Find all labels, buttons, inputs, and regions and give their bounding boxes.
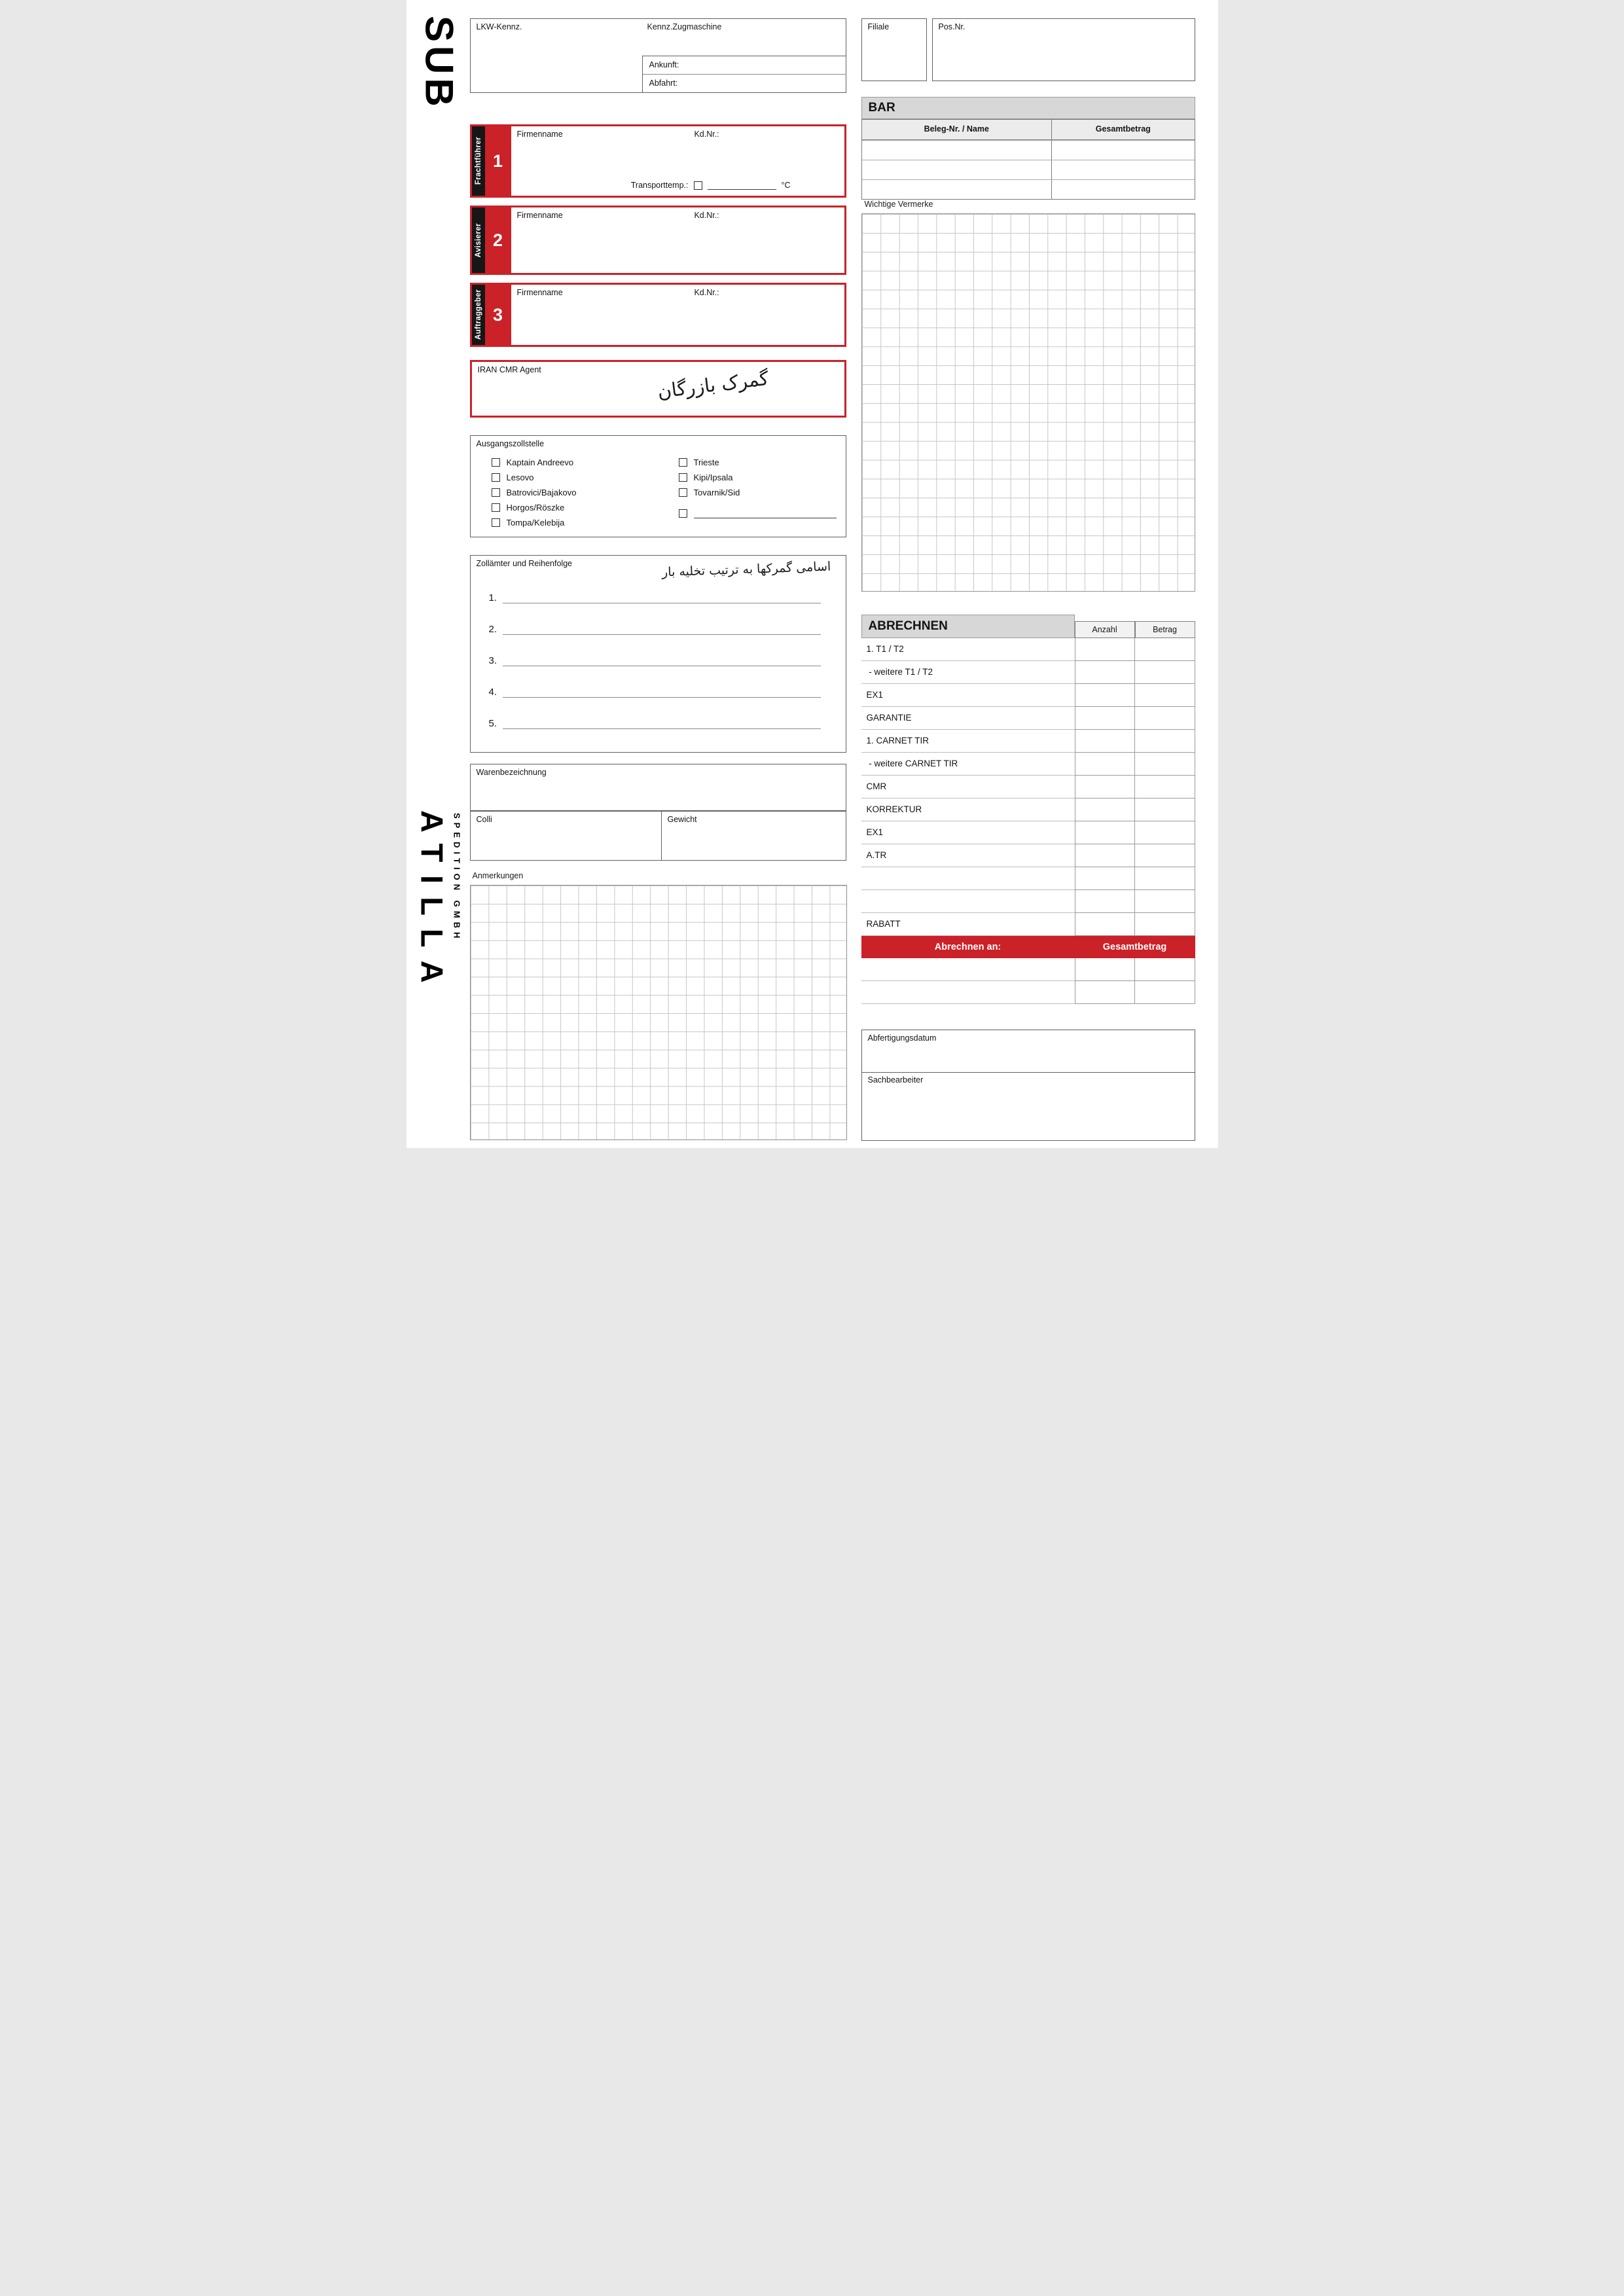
- posnr-field[interactable]: [932, 18, 1195, 81]
- abrechnen-row-label: A.TR: [861, 844, 1075, 867]
- zollstelle-left-column: [492, 455, 577, 530]
- abrechnen-row: [861, 661, 1195, 684]
- zollstelle-option-label: Batrovici/Bajakovo: [506, 488, 577, 497]
- bar-amount-cell[interactable]: [1051, 141, 1194, 160]
- kdnr-label: Kd.Nr.:: [694, 288, 719, 297]
- betrag-cell[interactable]: [1135, 661, 1195, 684]
- gewicht-label: Gewicht: [667, 815, 697, 824]
- ausgangszollstelle-box: [470, 435, 846, 537]
- line-number: 5.: [488, 718, 497, 729]
- transporttemp-label: Transporttemp.:: [630, 181, 689, 190]
- form-page: [406, 0, 1218, 1148]
- abrechnen-row-label: 1. CARNET TIR: [861, 730, 1075, 753]
- anzahl-cell[interactable]: [1075, 981, 1135, 1004]
- bar-col-name-header: Beleg-Nr. / Name: [924, 124, 989, 134]
- anzahl-cell[interactable]: [1075, 776, 1135, 798]
- anzahl-cell[interactable]: [1075, 684, 1135, 707]
- filiale-label: Filiale: [867, 22, 890, 31]
- abrechnen-header: [861, 615, 1195, 638]
- zollstelle-option: [492, 470, 577, 485]
- zollaemter-box: [470, 555, 846, 753]
- anzahl-cell[interactable]: [1075, 867, 1135, 890]
- ausgangszollstelle-label: Ausgangszollstelle: [476, 439, 545, 448]
- transporttemp-checkbox[interactable]: [694, 181, 702, 190]
- checkbox[interactable]: [679, 473, 687, 482]
- temp-unit-label: °C: [781, 181, 791, 190]
- abrechnen-footer-bar: [861, 936, 1195, 958]
- gesamtbetrag-label: Gesamtbetrag: [1102, 942, 1167, 952]
- abrechnen-footer-row: [861, 981, 1195, 1004]
- abrechnen-title: ABRECHNEN: [861, 615, 1075, 638]
- fill-in-line[interactable]: [503, 719, 820, 729]
- kdnr-label: Kd.Nr.:: [694, 211, 719, 220]
- zollaemter-line-1: [489, 592, 821, 603]
- brand-sub-logo: SUB: [417, 16, 461, 111]
- frachtfuehrer-strip: [472, 126, 485, 196]
- zollstelle-option-label: Trieste: [693, 457, 719, 467]
- abrechnen-row-label: - weitere T1 / T2: [861, 661, 1075, 684]
- abrechnen-row: [861, 684, 1195, 707]
- abrechnen-row-label: EX1: [861, 821, 1075, 844]
- abrechnen-row-label: [861, 890, 1075, 913]
- bar-name-cell[interactable]: [862, 141, 1052, 160]
- checkbox[interactable]: [492, 473, 500, 482]
- checkbox[interactable]: [492, 458, 500, 467]
- lkw-kennz-label: LKW-Kennz.: [476, 22, 522, 31]
- abrechnen-row: [861, 913, 1195, 936]
- gewicht-field[interactable]: [661, 811, 846, 861]
- abrechnen-row: [861, 844, 1195, 867]
- zollstelle-option-other: [679, 506, 837, 521]
- section-number-3: 3: [485, 285, 511, 345]
- abrechnen-an-label: Abrechnen an:: [934, 942, 1001, 952]
- zollaemter-line-2: [489, 624, 821, 635]
- transporttemp-value-line[interactable]: [708, 181, 776, 190]
- abrechnen-row: [861, 821, 1195, 844]
- abrechnen-row-label: KORREKTUR: [861, 798, 1075, 821]
- frachtfuehrer-content-field[interactable]: [511, 126, 844, 196]
- checkbox[interactable]: [492, 488, 500, 497]
- abrechnen-row-label[interactable]: [861, 958, 1075, 981]
- betrag-cell[interactable]: [1135, 707, 1195, 730]
- sachbearbeiter-field[interactable]: [862, 1072, 1195, 1140]
- betrag-cell[interactable]: [1135, 844, 1195, 867]
- vehicle-header-box[interactable]: [470, 18, 846, 93]
- anzahl-cell[interactable]: [1075, 890, 1135, 913]
- betrag-cell[interactable]: [1135, 798, 1195, 821]
- checkbox[interactable]: [679, 509, 687, 518]
- abrechnen-row-label[interactable]: [861, 981, 1075, 1004]
- kdnr-label: Kd.Nr.:: [694, 130, 719, 139]
- abrechnen-row: [861, 753, 1195, 776]
- abrechnen-row: [861, 867, 1195, 890]
- anzahl-cell[interactable]: [1075, 958, 1135, 981]
- anzahl-cell[interactable]: [1075, 730, 1135, 753]
- checkbox[interactable]: [492, 503, 500, 512]
- firmenname-label: Firmenname: [516, 130, 563, 139]
- betrag-cell[interactable]: [1135, 890, 1195, 913]
- line-number: 1.: [488, 592, 497, 603]
- line-number: 2.: [488, 624, 497, 635]
- section-avisierer: [470, 206, 846, 275]
- abrechnen-row: [861, 638, 1195, 661]
- avisierer-content-field[interactable]: [511, 207, 844, 273]
- posnr-label: Pos.Nr.: [938, 22, 965, 31]
- zollstelle-option-label: Lesovo: [506, 473, 534, 482]
- abrechnen-row-label: 1. T1 / T2: [861, 638, 1075, 661]
- bar-amount-cell[interactable]: [1051, 160, 1194, 179]
- bar-name-cell[interactable]: [862, 160, 1052, 179]
- zollstelle-option: [492, 455, 577, 470]
- zollstelle-option-label: Kipi/Ipsala: [693, 473, 733, 482]
- abrechnen-row-label: [861, 867, 1075, 890]
- anzahl-cell[interactable]: [1075, 753, 1135, 776]
- fill-in-line[interactable]: [503, 656, 820, 666]
- bar-section-title: BAR: [861, 97, 1195, 119]
- line-number: 3.: [488, 655, 497, 666]
- colli-field[interactable]: [470, 811, 662, 861]
- abrechnen-row-label: - weitere CARNET TIR: [861, 753, 1075, 776]
- zollstelle-option: [679, 455, 837, 470]
- abfertigungsdatum-label: Abfertigungsdatum: [867, 1033, 937, 1043]
- abrechnen-footer-row: [861, 958, 1195, 981]
- frachtfuehrer-strip-label: Frachtführer: [474, 137, 482, 185]
- section-number-1: 1: [485, 126, 511, 196]
- filiale-field[interactable]: [861, 18, 927, 81]
- abrechnen-row: [861, 776, 1195, 798]
- betrag-cell[interactable]: [1135, 981, 1195, 1004]
- fill-in-line[interactable]: [503, 688, 820, 698]
- anmerkungen-label: Anmerkungen: [472, 871, 524, 880]
- abrechnen-row: [861, 707, 1195, 730]
- firmenname-label: Firmenname: [516, 211, 563, 220]
- abrechnen-row: [861, 890, 1195, 913]
- iran-cmr-agent-label: IRAN CMR Agent: [477, 365, 541, 374]
- abrechnen-rows: [861, 638, 1195, 936]
- zollstelle-option: [679, 485, 837, 500]
- auftraggeber-strip: [472, 285, 485, 345]
- checkbox[interactable]: [492, 518, 500, 527]
- iran-handwriting: گمرک بازرگان: [656, 367, 770, 403]
- zollaemter-label: Zollämter und Reihenfolge: [476, 559, 573, 568]
- line-number: 4.: [488, 687, 497, 698]
- zollstelle-right-column: [679, 455, 837, 521]
- anmerkungen-grid-area[interactable]: [470, 885, 847, 1140]
- zollstelle-option: [492, 485, 577, 500]
- abrechnen-tail-rows: [861, 958, 1195, 1004]
- abrechnen-row-label: RABATT: [861, 913, 1075, 936]
- betrag-cell[interactable]: [1135, 753, 1195, 776]
- section-number-2: 2: [485, 207, 511, 273]
- avisierer-strip: [472, 207, 485, 273]
- betrag-column-header: Betrag: [1135, 621, 1195, 638]
- zugmaschine-label: Kennz.Zugmaschine: [647, 22, 722, 31]
- betrag-cell[interactable]: [1135, 821, 1195, 844]
- abrechnen-row-label: CMR: [861, 776, 1075, 798]
- anzahl-cell[interactable]: [1075, 798, 1135, 821]
- anzahl-cell[interactable]: [1075, 638, 1135, 661]
- zollstelle-option: [492, 500, 577, 515]
- zollstelle-option: [679, 470, 837, 485]
- brand-spedition-text: SPEDITION GMBH: [452, 813, 462, 942]
- auftraggeber-content-field[interactable]: [511, 285, 844, 345]
- abrechnen-row-label: GARANTIE: [861, 707, 1075, 730]
- zollaemter-line-3: [489, 655, 821, 666]
- arrival-departure-box: [642, 56, 846, 93]
- zollstelle-option-label: Kaptain Andreevo: [506, 457, 574, 467]
- anzahl-cell[interactable]: [1075, 821, 1135, 844]
- fill-in-line[interactable]: [503, 594, 820, 603]
- checkbox[interactable]: [679, 488, 687, 497]
- zollstelle-option-label: Tovarnik/Sid: [693, 488, 740, 497]
- avisierer-strip-label: Avisierer: [474, 223, 482, 258]
- abrechnen-row: [861, 798, 1195, 821]
- bar-table: [861, 119, 1195, 200]
- anzahl-cell[interactable]: [1075, 844, 1135, 867]
- section-frachtfuehrer: [470, 124, 846, 198]
- vermerke-label: Wichtige Vermerke: [864, 200, 933, 209]
- anzahl-cell[interactable]: [1075, 913, 1135, 936]
- iran-cmr-agent-field[interactable]: [470, 360, 846, 418]
- warenbezeichnung-field[interactable]: [470, 764, 846, 811]
- betrag-cell[interactable]: [1135, 730, 1195, 753]
- abfahrt-field[interactable]: Abfahrt:: [649, 79, 678, 88]
- zollaemter-line-5: [489, 718, 821, 729]
- bar-row: [862, 179, 1195, 199]
- colli-label: Colli: [476, 815, 492, 824]
- anzahl-cell[interactable]: [1075, 661, 1135, 684]
- bar-name-cell[interactable]: [862, 180, 1052, 199]
- bar-table-header: [862, 120, 1195, 140]
- brand-atilla-logo: ATILLA: [414, 810, 450, 996]
- bar-col-amount-header: Gesamtbetrag: [1051, 120, 1194, 139]
- ankunft-field[interactable]: Ankunft:: [643, 56, 846, 75]
- zollstelle-option-label: Horgos/Röszke: [506, 503, 565, 512]
- abfertigungsdatum-field[interactable]: [862, 1030, 1195, 1073]
- warenbezeichnung-label: Warenbezeichnung: [476, 768, 547, 777]
- zollstelle-option-label: Tompa/Kelebija: [506, 518, 565, 528]
- anzahl-column-header: Anzahl: [1075, 621, 1135, 638]
- bar-row: [862, 140, 1195, 160]
- auftraggeber-strip-label: Auftraggeber: [474, 289, 482, 340]
- zollaemter-line-4: [489, 687, 821, 698]
- abrechnen-row: [861, 730, 1195, 753]
- betrag-cell[interactable]: [1135, 776, 1195, 798]
- bar-row: [862, 160, 1195, 179]
- zollstelle-other-line[interactable]: [694, 509, 837, 518]
- betrag-cell[interactable]: [1135, 913, 1195, 936]
- fill-in-line[interactable]: [503, 625, 820, 635]
- processing-box: [861, 1030, 1195, 1141]
- betrag-cell[interactable]: [1135, 684, 1195, 707]
- abrechnen-row-label: EX1: [861, 684, 1075, 707]
- betrag-cell[interactable]: [1135, 958, 1195, 981]
- zollstelle-option: [492, 515, 577, 530]
- zollaemter-handwriting: اسامی گمرکها به ترتیب تخلیه بار: [661, 559, 831, 580]
- betrag-cell[interactable]: [1135, 638, 1195, 661]
- sachbearbeiter-label: Sachbearbeiter: [867, 1075, 924, 1085]
- checkbox[interactable]: [679, 458, 687, 467]
- bar-amount-cell[interactable]: [1051, 180, 1194, 199]
- section-auftraggeber: [470, 283, 846, 347]
- anzahl-cell[interactable]: [1075, 707, 1135, 730]
- vermerke-grid-area[interactable]: [861, 213, 1195, 592]
- transporttemp-row: [631, 181, 791, 190]
- betrag-cell[interactable]: [1135, 867, 1195, 890]
- firmenname-label: Firmenname: [516, 288, 563, 297]
